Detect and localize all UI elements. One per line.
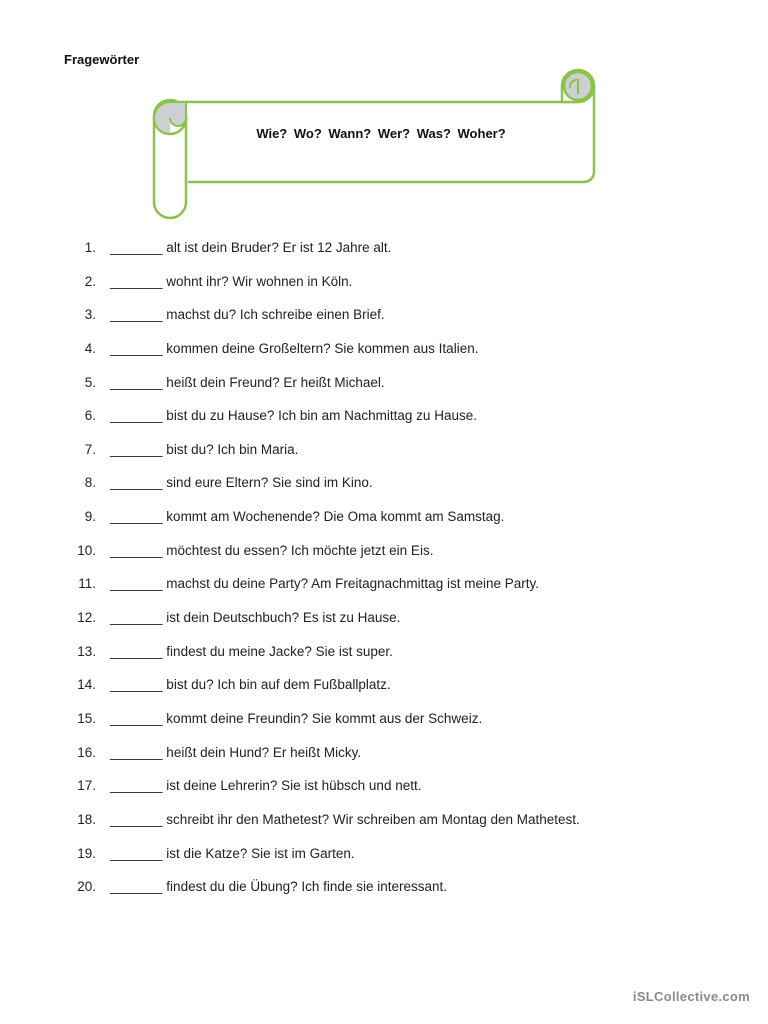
exercise-item — [0, 442, 768, 476]
exercise-number: 5. — [84, 374, 96, 390]
footer-watermark: iSLCollective.com — [632, 989, 750, 1004]
exercise-item — [0, 509, 768, 543]
exercise-text: _______ schreibt ihr den Mathetest? Wir schreiben am Montag den Mathetest. — [110, 811, 580, 827]
question-words-banner — [150, 66, 598, 220]
exercise-item — [0, 677, 768, 711]
exercise-number: 6. — [84, 408, 96, 424]
exercise-number: 10. — [77, 542, 96, 558]
exercise-text: _______ bist du? Ich bin auf dem Fußballplatz. — [110, 677, 391, 693]
exercise-item — [0, 274, 768, 308]
exercise-item — [0, 879, 768, 913]
exercise-text: _______ kommt deine Freundin? Sie kommt aus der Schweiz. — [110, 710, 483, 726]
exercise-number: 2. — [84, 273, 96, 289]
exercise-item — [0, 341, 768, 375]
exercise-text: _______ ist die Katze? Sie ist im Garten. — [110, 845, 355, 861]
exercise-text: _______ wohnt ihr? Wir wohnen in Köln. — [110, 273, 353, 289]
exercise-number: 9. — [84, 509, 96, 525]
exercise-text: _______ alt ist dein Bruder? Er ist 12 Jahre alt. — [110, 240, 392, 255]
exercise-item — [0, 375, 768, 409]
exercise-number: 13. — [77, 643, 96, 659]
exercise-number: 14. — [77, 677, 96, 693]
exercise-list — [0, 240, 768, 913]
exercise-item — [0, 711, 768, 745]
exercise-item — [0, 644, 768, 678]
page-title: Fragewörter — [64, 52, 140, 67]
exercise-text: _______ heißt dein Hund? Er heißt Micky. — [110, 744, 362, 760]
exercise-text: _______ sind eure Eltern? Sie sind im Kino. — [110, 475, 373, 491]
exercise-text: _______ bist du? Ich bin Maria. — [110, 441, 299, 457]
exercise-text: _______ machst du? Ich schreibe einen Brief. — [110, 307, 385, 323]
exercise-number: 19. — [77, 845, 96, 861]
exercise-number: 7. — [84, 441, 96, 457]
exercise-item — [0, 576, 768, 610]
exercise-text: _______ kommt am Wochenende? Die Oma kommt am Samstag. — [110, 509, 505, 525]
exercise-number: 16. — [77, 744, 96, 760]
question-words: Wie? Wo? Wann? Wer? Was? Woher? — [256, 126, 506, 141]
exercise-number: 12. — [77, 610, 96, 626]
exercise-number: 15. — [77, 710, 96, 726]
exercise-item — [0, 408, 768, 442]
exercise-item — [0, 240, 768, 274]
exercise-text: _______ heißt dein Freund? Er heißt Michael. — [110, 374, 385, 390]
exercise-number: 4. — [84, 340, 96, 356]
exercise-text: _______ kommen deine Großeltern? Sie kommen aus Italien. — [110, 340, 479, 356]
exercise-number: 1. — [84, 240, 96, 255]
exercise-number: 18. — [77, 811, 96, 827]
exercise-number: 3. — [84, 307, 96, 323]
exercise-text: _______ bist du zu Hause? Ich bin am Nachmittag zu Hause. — [110, 408, 477, 424]
exercise-text: _______ machst du deine Party? Am Freitagnachmittag ist meine Party. — [110, 576, 539, 592]
exercise-item — [0, 745, 768, 779]
exercise-item — [0, 812, 768, 846]
exercise-text: _______ ist dein Deutschbuch? Es ist zu Hause. — [110, 610, 401, 626]
exercise-item — [0, 475, 768, 509]
exercise-item — [0, 543, 768, 577]
exercise-number: 11. — [78, 576, 96, 592]
scroll-shape — [150, 66, 598, 220]
exercise-item — [0, 610, 768, 644]
exercise-item — [0, 846, 768, 880]
exercise-text: _______ ist deine Lehrerin? Sie ist hübsch und nett. — [110, 778, 422, 794]
exercise-number: 20. — [77, 879, 96, 895]
exercise-text: _______ findest du meine Jacke? Sie ist super. — [110, 643, 393, 659]
exercise-number: 8. — [84, 475, 96, 491]
exercise-text: _______ findest du die Übung? Ich finde sie interessant. — [110, 879, 447, 895]
exercise-text: _______ möchtest du essen? Ich möchte jetzt ein Eis. — [110, 542, 434, 558]
exercise-item — [0, 778, 768, 812]
exercise-number: 17. — [77, 778, 96, 794]
exercise-item — [0, 307, 768, 341]
